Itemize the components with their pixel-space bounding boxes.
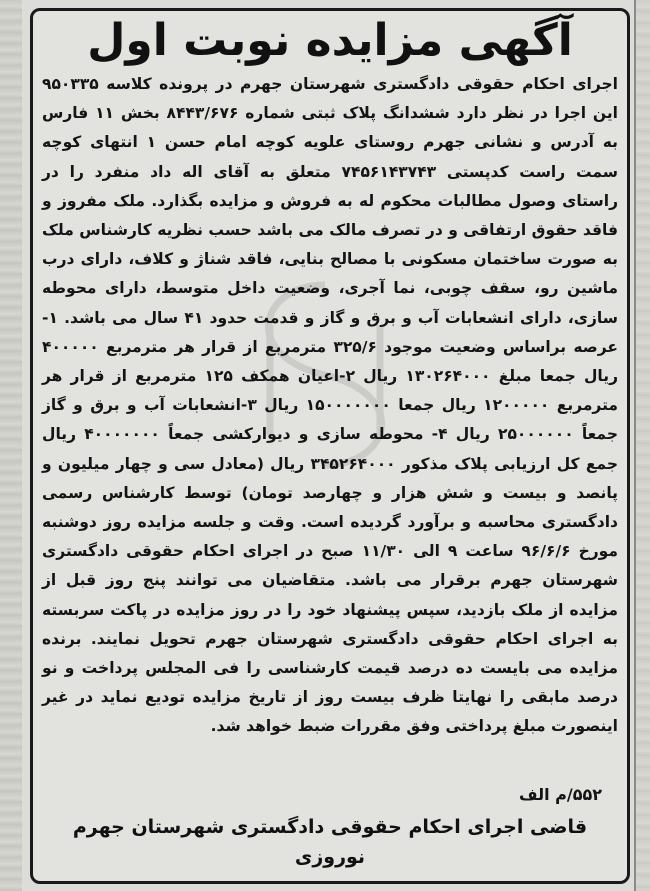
right-adjacent-clipping-edge: [634, 0, 650, 891]
signature-title: قاضی اجرای احکام حقوقی دادگستری شهرستان جهرم: [72, 816, 588, 838]
reference-number: ۵۵۲/م الف: [519, 785, 602, 804]
signature-block: [40, 812, 620, 872]
notice-title: آگهی مزایده نوبت اول: [87, 15, 573, 66]
left-adjacent-clipping-edge: [0, 0, 22, 891]
signature-name: نوروزی: [294, 846, 366, 868]
notice-body: اجرای احکام حقوقی دادگستری شهرستان جهرم در پرونده کلاسه ۹۵۰۳۳۵ این اجرا در نظر دارد ششدانگ پلاک ثبتی شماره ۸۴۴۳/۶۷۶ بخش ۱۱ فارس به آدرس و نشانی جهرم روستای علویه کوچه امام حسن ۱ انتهای کوچه سمت راست کدپستی ۷۴۵۶۱۴۳۷۴۳ متعلق به آقای اله داد منفرد را در راستای وصول مطالبات محکوم له به فروش و مزایده بگذارد. ملک مفروز و فاقد حقوق ارتفاقی و در تصرف مالک می باشد حسب نظریه کارشناس ملک به صورت ساختمان مسکونی با مصالح بنایی، فاقد شناژ و کلاف، دارای درب ماشین رو، سقف چوبی، نما آجری، وضعیت داخل متوسط، دارای محوطه سازی، دارای انشعابات آب و برق و گاز و قدمت حدود ۴۱ سال می باشد. ۱-عرصه براساس وضعیت موجود ۳۲۵/۶ مترمربع از قرار هر مترمربع ۴۰۰۰۰۰ ریال جمعا مبلغ ۱۳۰۲۶۴۰۰۰ ریال ۲-اعیان همکف ۱۲۵ مترمربع از قرار هر مترمربع ۱۲۰۰۰۰۰ ریال جمعا ۱۵۰۰۰۰۰۰۰ ریال ۳-انشعابات آب و برق و گاز جمعاً ۲۵۰۰۰۰۰۰ ریال ۴- محوطه سازی و دیوارکشی جمعاً ۴۰۰۰۰۰۰۰ ریال جمع کل ارزیابی پلاک مذکور ۳۴۵۲۶۴۰۰۰ ریال (معادل سی و چهار میلیون و پانصد و بیست و شش هزار و چهارصد تومان) توسط کارشناس رسمی دادگستری محاسبه و برآورد گردیده است. وقت و جلسه مزایده روز دوشنبه مورخ ۹۶/۶/۶ ساعت ۹ الی ۱۱/۳۰ صبح در اجرای احکام حقوقی دادگستری شهرستان جهرم برقرار می باشد. متقاضیان می توانند پنج روز قبل از مزایده از ملک بازدید، سپس پیشنهاد خود را در روز مزایده در پاکت سربسته به اجرای احکام حقوقی دادگستری شهرستان جهرم تحویل نمایند. برنده مزایده می بایست ده درصد قیمت کارشناسی را فی المجلس پرداخت و نو درصد مابقی را نهایتا ظرف بیست روز از تاریخ مزایده تودیع نماید در غیر اینصورت مبلغ پرداختی وفق مقررات ضبط خواهد شد.: [42, 75, 618, 736]
